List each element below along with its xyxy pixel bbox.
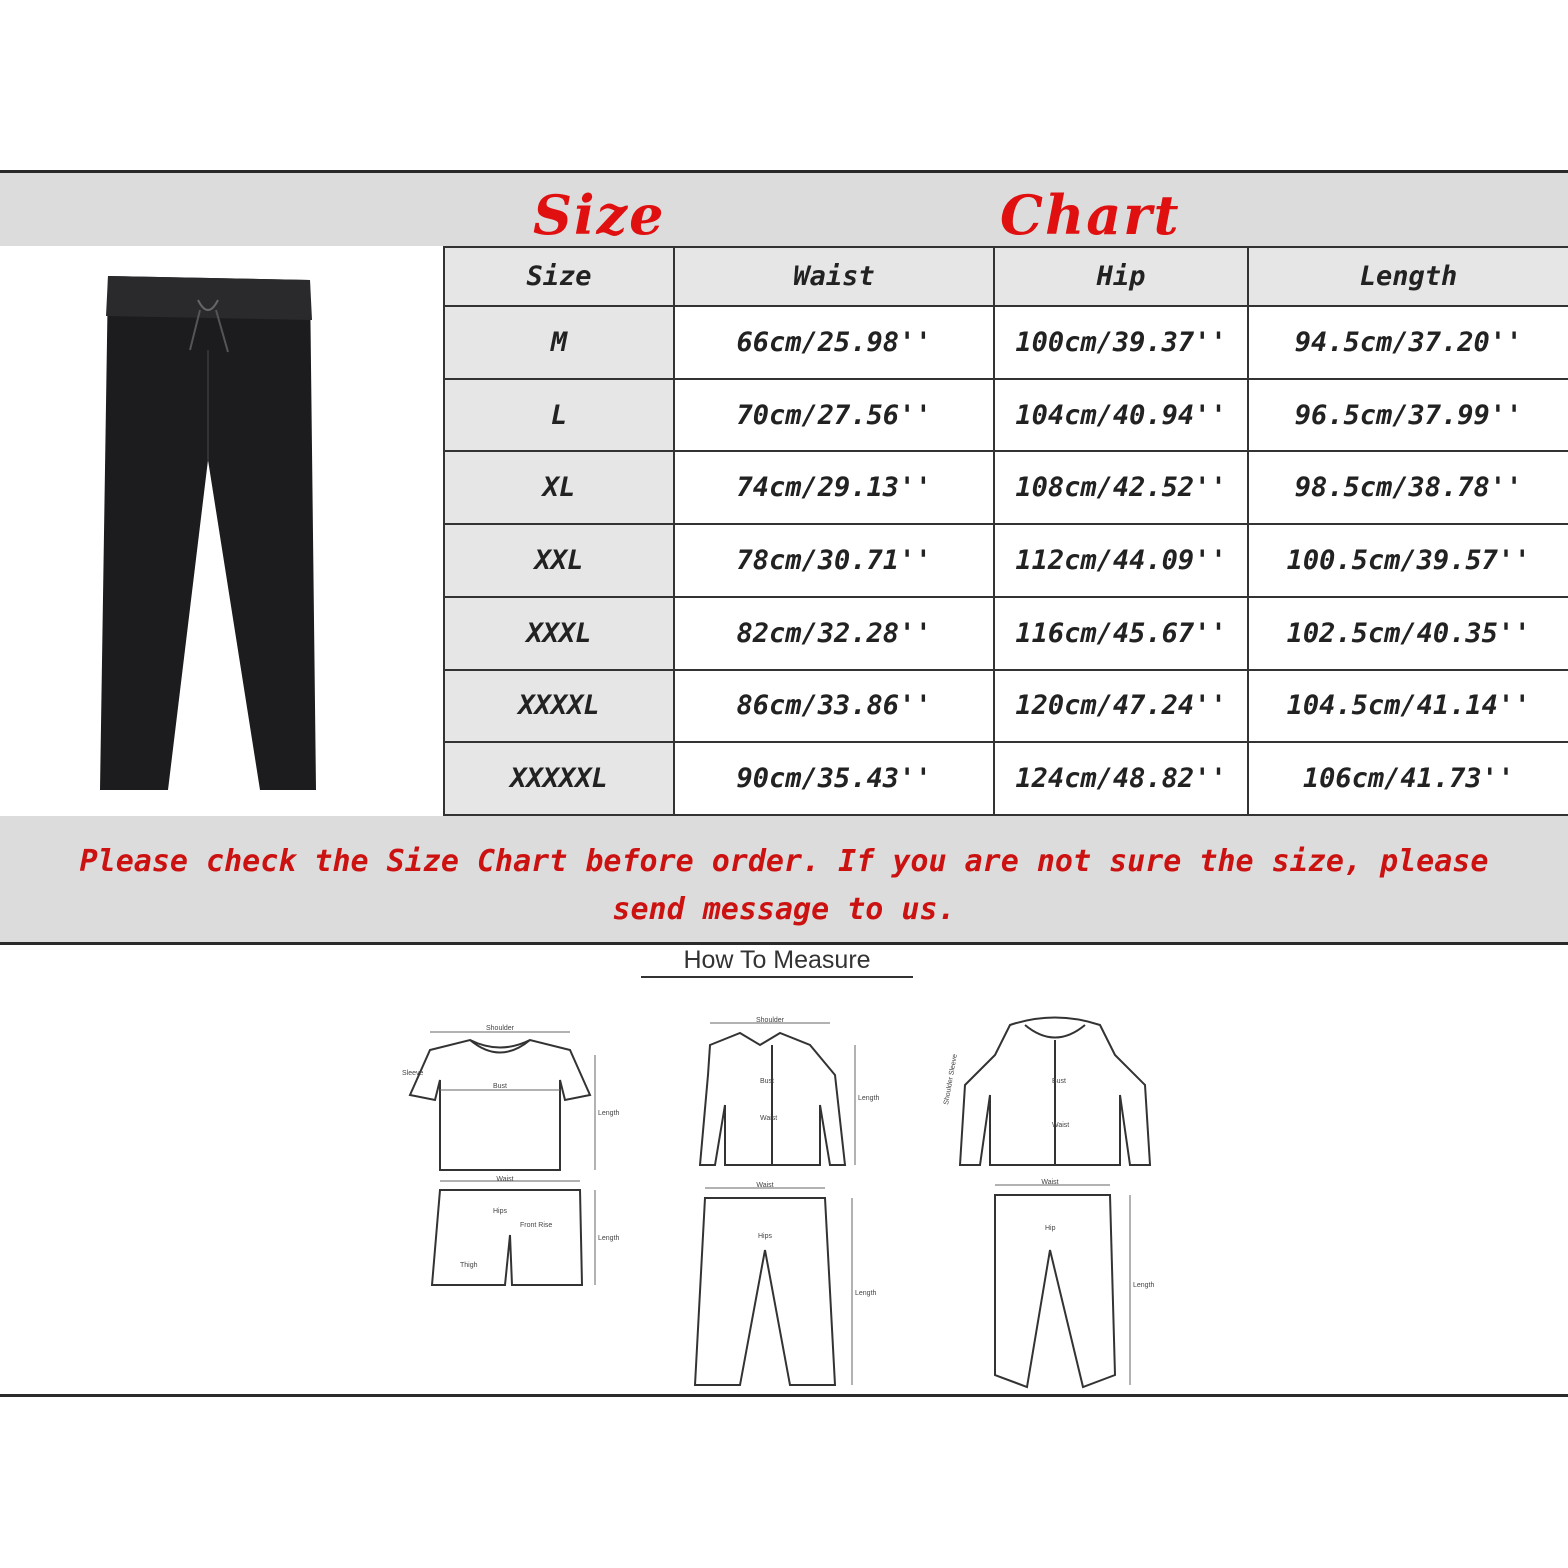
bottom-rule [0,1394,1568,1397]
table-row [444,670,1568,743]
label-shorts-length: Length [598,1235,620,1242]
table-row [444,451,1568,524]
label-shirt-length: Length [858,1095,880,1102]
hip-cell: 100cm/39.37'' [994,306,1248,379]
notice-text [0,838,1568,934]
column-header-length: Length [1248,247,1568,306]
length-cell: 102.5cm/40.35'' [1248,597,1568,670]
label-shirt-waist: Waist [760,1115,778,1122]
waist-cell: 82cm/32.28'' [674,597,994,670]
waist-cell: 86cm/33.86'' [674,670,994,743]
label-hoodie-bust: Bust [1052,1078,1067,1085]
notice-line-1: Please check the Size Chart before order. If you are not sure the size, please [79,844,1489,879]
label-pants-waist: Waist [756,1182,774,1189]
label-pants-hips: Hips [758,1233,773,1240]
table-row [444,742,1568,815]
waist-cell: 90cm/35.43'' [674,742,994,815]
label-shorts-hips: Hips [492,1208,508,1215]
hip-cell: 124cm/48.82'' [994,742,1248,815]
label-jogger-waist: Waist [1041,1179,1059,1186]
size-cell: L [444,379,674,452]
table-row [444,524,1568,597]
label-shirt-shoulder: Shoulder [755,1017,785,1024]
length-cell: 96.5cm/37.99'' [1248,379,1568,452]
label-pants-length: Length [855,1290,877,1297]
waist-cell: 78cm/30.71'' [674,524,994,597]
label-length: Length [598,1110,620,1117]
table-row [444,597,1568,670]
size-cell: XXXXL [444,670,674,743]
waist-cell: 74cm/29.13'' [674,451,994,524]
label-bust: Bust [492,1083,508,1090]
table-row [444,306,1568,379]
hip-cell: 108cm/42.52'' [994,451,1248,524]
length-cell: 94.5cm/37.20'' [1248,306,1568,379]
hip-cell: 120cm/47.24'' [994,670,1248,743]
label-jogger-hip: Hip [1045,1225,1056,1232]
label-hoodie-waist: Waist [1052,1122,1070,1129]
label-thigh: Thigh [460,1262,478,1269]
size-table [443,246,1568,816]
hip-cell: 104cm/40.94'' [994,379,1248,452]
jogger-pants-diagram [975,1175,1175,1395]
length-cell: 106cm/41.73'' [1248,742,1568,815]
length-cell: 100.5cm/39.57'' [1248,524,1568,597]
title-size: Size [533,183,666,247]
notice-line-2: send message to us. [612,892,956,927]
shirt-diagram [670,1015,900,1175]
shorts-diagram [420,1175,640,1295]
label-jogger-length: Length [1133,1282,1155,1289]
how-to-measure-title: How To Measure [641,944,913,978]
size-cell: XXXL [444,597,674,670]
column-header-hip: Hip [994,247,1248,306]
tshirt-diagram [390,1020,630,1180]
column-header-waist: Waist [674,247,994,306]
size-cell: XXL [444,524,674,597]
waist-cell: 70cm/27.56'' [674,379,994,452]
label-shoulder-sleeve: Shoulder Sleeve [943,1053,959,1106]
size-cell: M [444,306,674,379]
label-front-rise: Front Rise [520,1222,553,1229]
size-cell: XL [444,451,674,524]
table-header-row [444,247,1568,306]
length-cell: 98.5cm/38.78'' [1248,451,1568,524]
label-shoulder: Shoulder [485,1025,515,1032]
hip-cell: 116cm/45.67'' [994,597,1248,670]
length-cell: 104.5cm/41.14'' [1248,670,1568,743]
pants-product-image [90,270,330,800]
size-cell: XXXXXL [444,742,674,815]
title-chart: Chart [1000,183,1181,247]
long-pants-diagram [680,1180,900,1395]
label-sleeve: Sleeve [402,1070,424,1077]
hoodie-diagram [940,1015,1170,1175]
title-band [0,173,1568,246]
label-shorts-waist: Waist [496,1176,514,1183]
column-header-size: Size [444,247,674,306]
hip-cell: 112cm/44.09'' [994,524,1248,597]
waist-cell: 66cm/25.98'' [674,306,994,379]
table-row [444,379,1568,452]
label-shirt-bust: Bust [760,1078,775,1085]
